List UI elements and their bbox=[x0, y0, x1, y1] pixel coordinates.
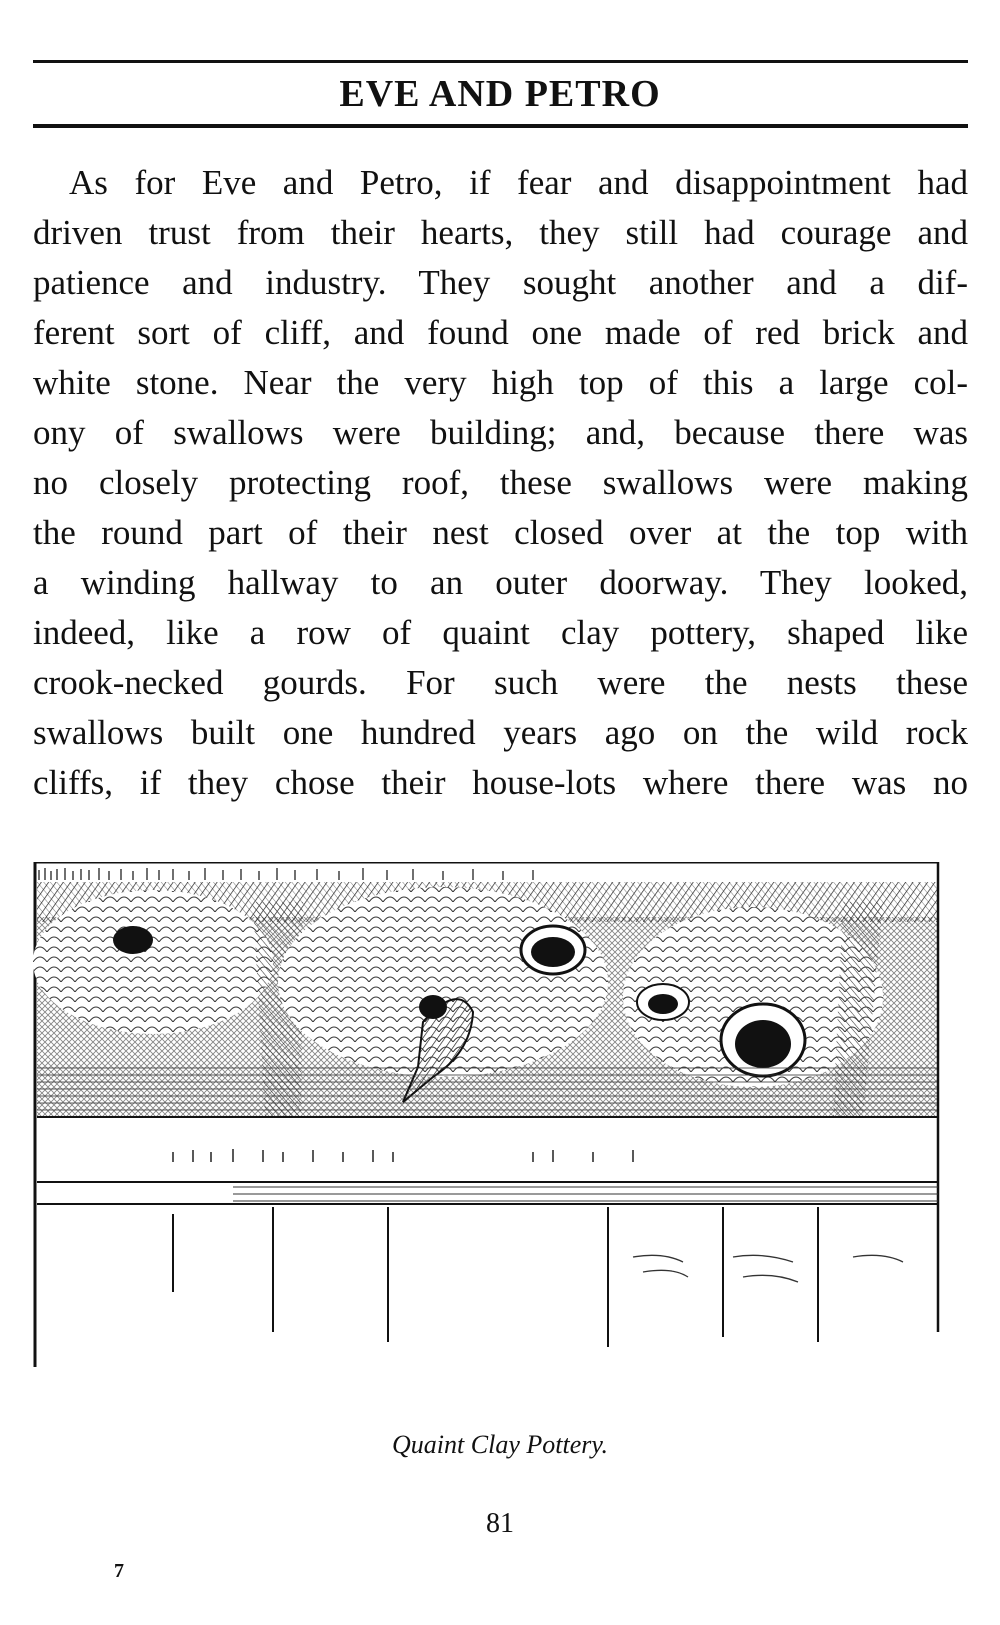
text-line: ferent sort of cliff, and found one made of red brick and bbox=[33, 313, 968, 352]
text-line: indeed, like a row of quaint clay pottery, shaped like bbox=[33, 613, 968, 652]
top-rule bbox=[33, 60, 968, 63]
figure-caption: Quaint Clay Pottery. bbox=[392, 1430, 608, 1459]
text-line: ony of swallows were building; and, because there was bbox=[33, 413, 968, 452]
text-line: no closely protecting roof, these swallows were making bbox=[33, 463, 968, 502]
header-rule bbox=[33, 124, 968, 128]
text-line: the round part of their nest closed over at the top with bbox=[33, 513, 968, 552]
signature-mark: 7 bbox=[114, 1560, 124, 1582]
text-line: driven trust from their hearts, they still had courage and bbox=[33, 213, 968, 252]
body-text bbox=[33, 158, 968, 808]
text-line: patience and industry. They sought another and a dif- bbox=[33, 263, 968, 302]
text-line: a winding hallway to an outer doorway. They looked, bbox=[33, 563, 968, 602]
swallow-nests-illustration bbox=[33, 862, 968, 1417]
text-line: cliffs, if they chose their house-lots where there was no bbox=[33, 763, 968, 802]
text-line: swallows built one hundred years ago on the wild rock bbox=[33, 713, 968, 752]
text-line: white stone. Near the very high top of this a large col- bbox=[33, 363, 968, 402]
running-header: EVE AND PETRO bbox=[339, 73, 661, 115]
illustration-svg bbox=[33, 862, 968, 1417]
page-number: 81 bbox=[486, 1508, 514, 1539]
text-line: crook-necked gourds. For such were the nests these bbox=[33, 663, 968, 702]
text-line: As for Eve and Petro, if fear and disappointment had bbox=[69, 163, 968, 202]
